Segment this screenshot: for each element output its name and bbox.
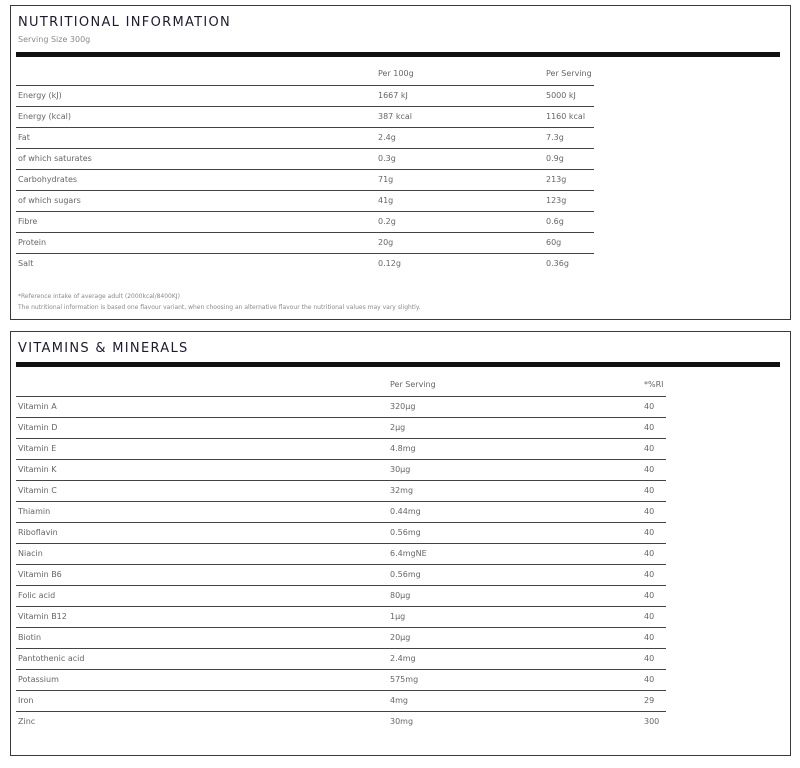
nutrition-row bbox=[16, 211, 594, 232]
nutrition-header-row bbox=[16, 63, 594, 85]
cell-value: 30µg bbox=[388, 459, 642, 480]
cell-value: 1160 kcal bbox=[544, 106, 594, 127]
cell-value: 213g bbox=[544, 169, 594, 190]
nutrition-title: NUTRITIONAL INFORMATION bbox=[18, 15, 232, 30]
cell-value: 40 bbox=[642, 522, 666, 543]
cell-nutrient: of which sugars bbox=[16, 190, 376, 211]
cell-value: 29 bbox=[642, 690, 666, 711]
cell-value: 0.12g bbox=[376, 253, 544, 274]
cell-nutrient: Iron bbox=[16, 690, 388, 711]
cell-value: 80µg bbox=[388, 585, 642, 606]
cell-nutrient: Pantothenic acid bbox=[16, 648, 388, 669]
cell-value: 320µg bbox=[388, 396, 642, 417]
cell-value: 7.3g bbox=[544, 127, 594, 148]
cell-nutrient: Energy (kJ) bbox=[16, 85, 376, 106]
cell-nutrient: Biotin bbox=[16, 627, 388, 648]
serving-size: Serving Size 300g bbox=[18, 35, 91, 44]
cell-nutrient: Vitamin K bbox=[16, 459, 388, 480]
vitamin-row bbox=[16, 417, 666, 438]
cell-value: 2.4g bbox=[376, 127, 544, 148]
cell-value: 0.44mg bbox=[388, 501, 642, 522]
cell-value: 40 bbox=[642, 564, 666, 585]
cell-value: 40 bbox=[642, 459, 666, 480]
cell-value: 40 bbox=[642, 543, 666, 564]
vitamin-row bbox=[16, 459, 666, 480]
vitamin-row bbox=[16, 438, 666, 459]
cell-nutrient: Riboflavin bbox=[16, 522, 388, 543]
vitamins-header-ri: *%RI bbox=[644, 380, 664, 390]
vitamin-row bbox=[16, 606, 666, 627]
cell-nutrient: Vitamin B12 bbox=[16, 606, 388, 627]
cell-nutrient: Niacin bbox=[16, 543, 388, 564]
reference-intake-note: *Reference intake of average adult (2000kcal/8400KJ) bbox=[18, 293, 180, 300]
cell-value: 40 bbox=[642, 669, 666, 690]
vitamins-minerals-panel bbox=[10, 331, 791, 756]
vitamin-row bbox=[16, 522, 666, 543]
cell-value: 41g bbox=[376, 190, 544, 211]
vitamin-row bbox=[16, 585, 666, 606]
flavour-variant-note: The nutritional information is based one flavour variant, when choosing an alternative flavour the nutritional values may vary slightly. bbox=[18, 304, 421, 311]
cell-value: 5000 kJ bbox=[544, 85, 594, 106]
cell-value: 40 bbox=[642, 606, 666, 627]
cell-value: 2µg bbox=[388, 417, 642, 438]
vitamins-table bbox=[16, 374, 666, 732]
nutrition-header-per-serving: Per Serving bbox=[546, 69, 592, 79]
vitamin-row bbox=[16, 669, 666, 690]
cell-nutrient: Protein bbox=[16, 232, 376, 253]
cell-nutrient: Energy (kcal) bbox=[16, 106, 376, 127]
nutrition-row bbox=[16, 190, 594, 211]
vitamin-row bbox=[16, 564, 666, 585]
cell-nutrient: Vitamin B6 bbox=[16, 564, 388, 585]
cell-value: 60g bbox=[544, 232, 594, 253]
nutrition-row bbox=[16, 169, 594, 190]
cell-value: 40 bbox=[642, 585, 666, 606]
cell-value: 0.6g bbox=[544, 211, 594, 232]
cell-value: 2.4mg bbox=[388, 648, 642, 669]
nutrition-row bbox=[16, 106, 594, 127]
cell-value: 40 bbox=[642, 417, 666, 438]
cell-value: 40 bbox=[642, 480, 666, 501]
cell-nutrient: Vitamin D bbox=[16, 417, 388, 438]
cell-nutrient: Folic acid bbox=[16, 585, 388, 606]
cell-nutrient: Zinc bbox=[16, 711, 388, 732]
cell-nutrient: Fibre bbox=[16, 211, 376, 232]
nutrition-row bbox=[16, 253, 594, 274]
vitamins-header-row bbox=[16, 374, 666, 396]
cell-nutrient: Salt bbox=[16, 253, 376, 274]
vitamins-title: VITAMINS & MINERALS bbox=[18, 341, 189, 356]
cell-value: 0.56mg bbox=[388, 564, 642, 585]
vitamin-row bbox=[16, 648, 666, 669]
nutrition-row bbox=[16, 85, 594, 106]
cell-value: 20µg bbox=[388, 627, 642, 648]
cell-value: 123g bbox=[544, 190, 594, 211]
vitamin-row bbox=[16, 627, 666, 648]
cell-value: 300 bbox=[642, 711, 666, 732]
vitamins-header-per-serving: Per Serving bbox=[390, 380, 436, 390]
cell-value: 40 bbox=[642, 648, 666, 669]
cell-value: 0.36g bbox=[544, 253, 594, 274]
cell-value: 0.9g bbox=[544, 148, 594, 169]
cell-nutrient: Vitamin C bbox=[16, 480, 388, 501]
cell-nutrient: Vitamin A bbox=[16, 396, 388, 417]
vitamin-row bbox=[16, 543, 666, 564]
vitamin-row bbox=[16, 396, 666, 417]
nutrition-header-nutrient bbox=[16, 63, 376, 85]
vitamin-row bbox=[16, 711, 666, 732]
cell-value: 387 kcal bbox=[376, 106, 544, 127]
cell-value: 40 bbox=[642, 627, 666, 648]
cell-value: 4mg bbox=[388, 690, 642, 711]
nutrition-table bbox=[16, 63, 594, 274]
cell-value: 0.2g bbox=[376, 211, 544, 232]
cell-value: 4.8mg bbox=[388, 438, 642, 459]
vitamins-header-nutrient bbox=[16, 374, 388, 396]
cell-value: 1667 kJ bbox=[376, 85, 544, 106]
cell-value: 0.56mg bbox=[388, 522, 642, 543]
cell-value: 71g bbox=[376, 169, 544, 190]
cell-value: 0.3g bbox=[376, 148, 544, 169]
vitamin-row bbox=[16, 480, 666, 501]
nutrition-footnotes bbox=[18, 291, 420, 313]
vitamins-divider bbox=[16, 362, 780, 367]
vitamin-row bbox=[16, 690, 666, 711]
cell-nutrient: Thiamin bbox=[16, 501, 388, 522]
cell-value: 30mg bbox=[388, 711, 642, 732]
cell-value: 6.4mgNE bbox=[388, 543, 642, 564]
vitamin-row bbox=[16, 501, 666, 522]
nutritional-information-panel bbox=[10, 5, 791, 320]
cell-value: 20g bbox=[376, 232, 544, 253]
nutrition-row bbox=[16, 148, 594, 169]
cell-value: 32mg bbox=[388, 480, 642, 501]
cell-nutrient: Potassium bbox=[16, 669, 388, 690]
nutrition-divider bbox=[16, 52, 780, 57]
cell-value: 1µg bbox=[388, 606, 642, 627]
cell-nutrient: Vitamin E bbox=[16, 438, 388, 459]
nutrition-row bbox=[16, 127, 594, 148]
cell-nutrient: of which saturates bbox=[16, 148, 376, 169]
cell-nutrient: Fat bbox=[16, 127, 376, 148]
cell-nutrient: Carbohydrates bbox=[16, 169, 376, 190]
nutrition-header-per-100g: Per 100g bbox=[378, 69, 414, 79]
cell-value: 575mg bbox=[388, 669, 642, 690]
cell-value: 40 bbox=[642, 501, 666, 522]
cell-value: 40 bbox=[642, 438, 666, 459]
nutrition-row bbox=[16, 232, 594, 253]
cell-value: 40 bbox=[642, 396, 666, 417]
